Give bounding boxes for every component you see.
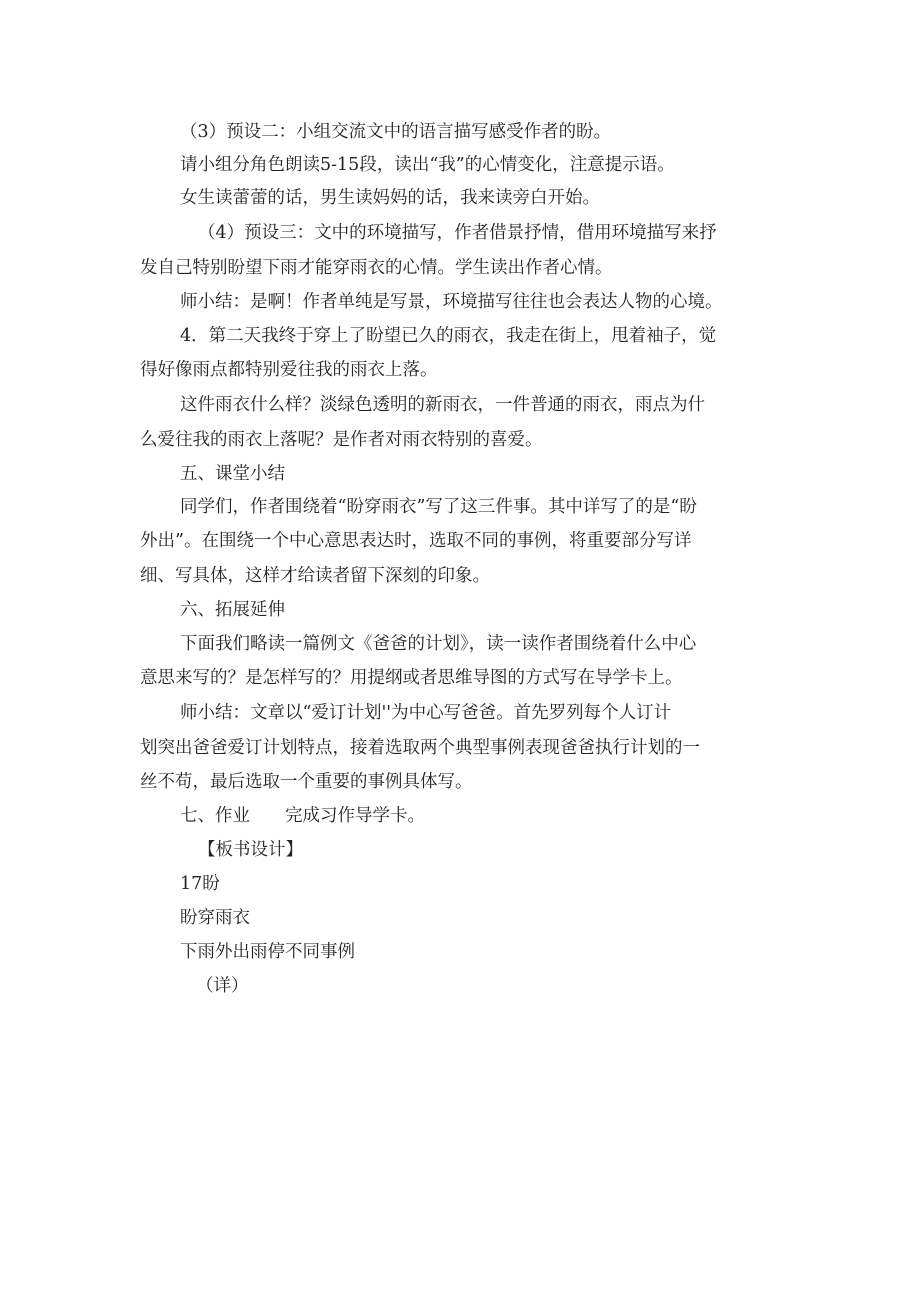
paragraph-line: 下面我们略读一篇例文《爸爸的计划》，读一读作者围绕着什么中心 xyxy=(180,634,697,654)
board-line: 下雨外出雨停不同事例 xyxy=(180,942,355,962)
paragraph-line: 外出”。在围绕一个中心意思表达时，选取不同的事例，将重要部分写详 xyxy=(140,531,692,551)
paragraph-line: 4．第二天我终于穿上了盼望已久的雨衣，我走在街上，甩着袖子，觉 xyxy=(180,326,717,346)
paragraph-line: 么爱往我的雨衣上落呢？是作者对雨衣特别的喜爱。 xyxy=(140,430,543,450)
paragraph-line: 同学们，作者围绕着“盼穿雨衣”写了这三件事。其中详写了的是“盼 xyxy=(180,497,697,517)
board-line: 17盼 xyxy=(180,874,220,894)
section-heading: 七、作业 完成习作导学卡。 xyxy=(180,806,425,826)
paragraph-line: 划突出爸爸爱订计划特点，接着选取两个典型事例表现爸爸执行计划的一 xyxy=(140,738,700,758)
paragraph-line: 师小结：文章以“爱订计划''为中心写爸爸。首先罗列每个人订计 xyxy=(180,703,672,723)
paragraph-line: 请小组分角色朗读5-15段，读出“我”的心情变化，注意提示语。 xyxy=(180,155,675,175)
paragraph-line: 师小结：是啊！作者单纯是写景，环境描写往往也会表达人物的心境。 xyxy=(180,292,723,312)
paragraph-line: 意思来写的？是怎样写的？用提纲或者思维导图的方式写在导学卡上。 xyxy=(140,668,683,688)
paragraph-line: （4）预设三：文中的环境描写，作者借景抒情，借用环境描写来抒 xyxy=(198,223,717,243)
paragraph-line: 细、写具体，这样才给读者留下深刻的印象。 xyxy=(140,566,490,586)
board-design-heading: 【板书设计】 xyxy=(198,840,303,860)
board-line: （详） xyxy=(196,976,249,996)
paragraph-line: 发自己特别盼望下雨才能穿雨衣的心情。学生读出作者心情。 xyxy=(140,258,613,278)
paragraph-line: （3）预设二：小组交流文中的语言描写感受作者的盼。 xyxy=(180,122,612,142)
paragraph-line: 女生读蕾蕾的话，男生读妈妈的话，我来读旁白开始。 xyxy=(180,188,600,208)
board-line: 盼穿雨衣 xyxy=(180,908,250,928)
section-heading: 五、课堂小结 xyxy=(180,464,285,484)
section-heading: 六、拓展延伸 xyxy=(180,600,285,620)
paragraph-line: 这件雨衣什么样？淡绿色透明的新雨衣，一件普通的雨衣，雨点为什 xyxy=(180,395,705,415)
paragraph-line: 得好像雨点都特别爱往我的雨衣上落。 xyxy=(140,360,438,380)
paragraph-line: 丝不苟，最后选取一个重要的事例具体写。 xyxy=(140,772,473,792)
